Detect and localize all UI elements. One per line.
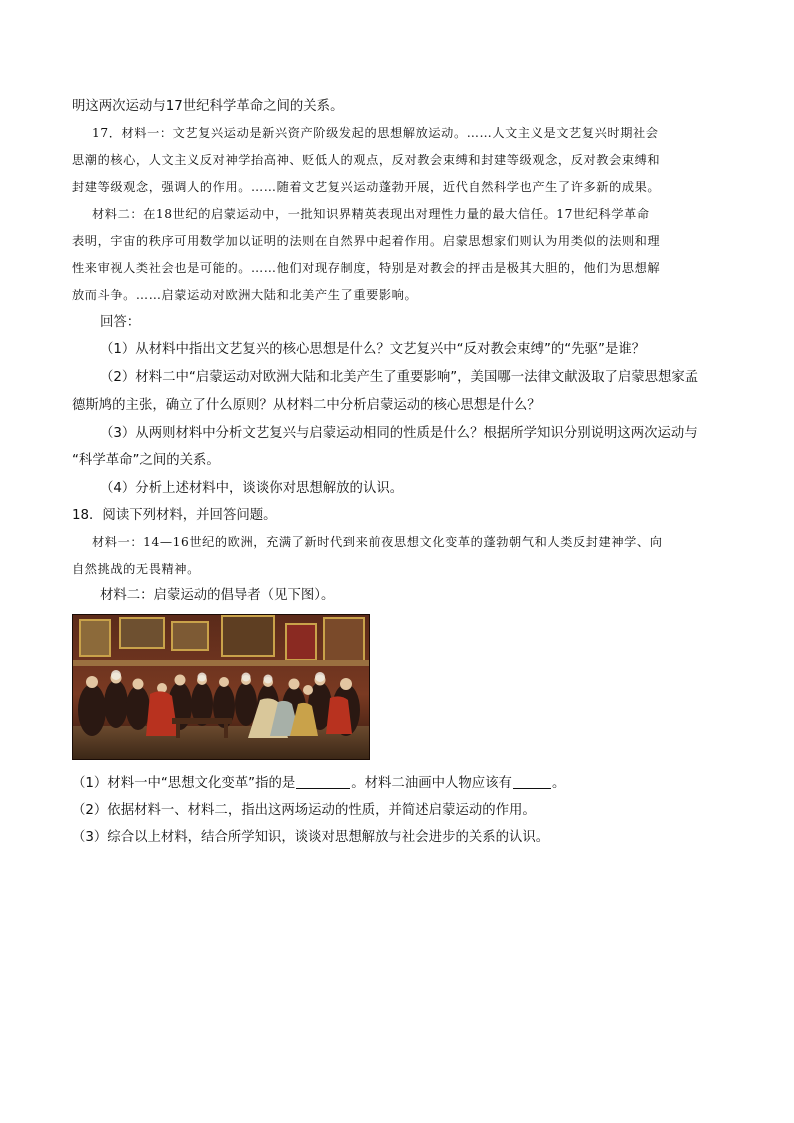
q17-question-4: （4）分析上述材料中，谈谈你对思想解放的认识。: [100, 481, 404, 496]
q17-material-2-line-3: 性来审视人类社会也是可能的。……他们对现存制度，特别是对教会的抨击是极其大胆的，他们为思想解: [72, 261, 661, 275]
q18-material-1-line-1: 材料一：14—16世纪的欧洲，充满了新时代到来前夜思想文化变革的蓬勃朝气和人类反封建神学、向: [92, 535, 663, 549]
q17-material-1-line-1: 17．材料一：文艺复兴运动是新兴资产阶级发起的思想解放运动。……人文主义是文艺复兴时期社会: [92, 126, 659, 140]
q17-material-2-line-4: 放而斗争。……启蒙运动对欧洲大陆和北美产生了重要影响。: [72, 288, 418, 302]
q17-material-2-line-2: 表明，宇宙的秩序可用数学加以证明的法则在自然界中起着作用。启蒙思想家们则认为用类似的法则和理: [72, 234, 661, 248]
q17-question-1: （1）从材料中指出文艺复兴的核心思想是什么？文艺复兴中“反对教会束缚”的“先驱”是谁？: [100, 342, 646, 357]
q18-question-3: （3）综合以上材料，结合所学知识，谈谈对思想解放与社会进步的关系的认识。: [72, 830, 550, 845]
q18-question-2: （2）依据材料一、材料二，指出这两场运动的性质，并简述启蒙运动的作用。: [72, 803, 536, 818]
q17-question-3-line-1: （3）从两则材料中分析文艺复兴与启蒙运动相同的性质是什么？根据所学知识分别说明这两次运动与: [100, 426, 698, 441]
q18-question-1: [72, 774, 565, 794]
q18-question-1-text-c: 。: [551, 776, 566, 791]
q17-material-1-line-3: 封建等级观念，强调人的作用。……随着文艺复兴运动蓬勃开展，近代自然科学也产生了许多新的成果。: [72, 180, 661, 194]
q18-material-1-line-2: 自然挑战的无畏精神。: [72, 562, 200, 576]
q17-question-2-line-1: （2）材料二中“启蒙运动对欧洲大陆和北美产生了重要影响”，美国哪一法律文献汲取了启蒙思想家孟: [100, 370, 699, 385]
text-line: 明这两次运动与17世纪科学革命之间的关系。: [72, 99, 344, 114]
q18-question-1-text-b: 。材料二油画中人物应该有: [351, 776, 512, 791]
answer-blank-2[interactable]: [513, 774, 551, 789]
answer-blank-1[interactable]: [296, 774, 350, 789]
answer-label: 回答：: [100, 315, 141, 330]
q18-question-1-text-a: （1）材料一中“思想文化变革”指的是: [72, 776, 296, 791]
q17-question-2-line-2: 德斯鸠的主张，确立了什么原则？从材料二中分析启蒙运动的核心思想是什么？: [72, 398, 541, 413]
q17-material-1-line-2: 思潮的核心，人文主义反对神学抬高神、贬低人的观点，反对教会束缚和封建等级观念，反对教会束缚和: [72, 153, 661, 167]
q17-question-3-line-2: “科学革命”之间的关系。: [72, 453, 220, 468]
q18-material-2: 材料二：启蒙运动的倡导者（见下图）。: [100, 588, 335, 603]
enlightenment-salon-painting: [72, 614, 370, 760]
q18-heading: 18．阅读下列材料，并回答问题。: [72, 508, 277, 523]
q17-material-2-line-1: 材料二：在18世纪的启蒙运动中，一批知识界精英表现出对理性力量的最大信任。17世纪科学革命: [92, 207, 650, 221]
